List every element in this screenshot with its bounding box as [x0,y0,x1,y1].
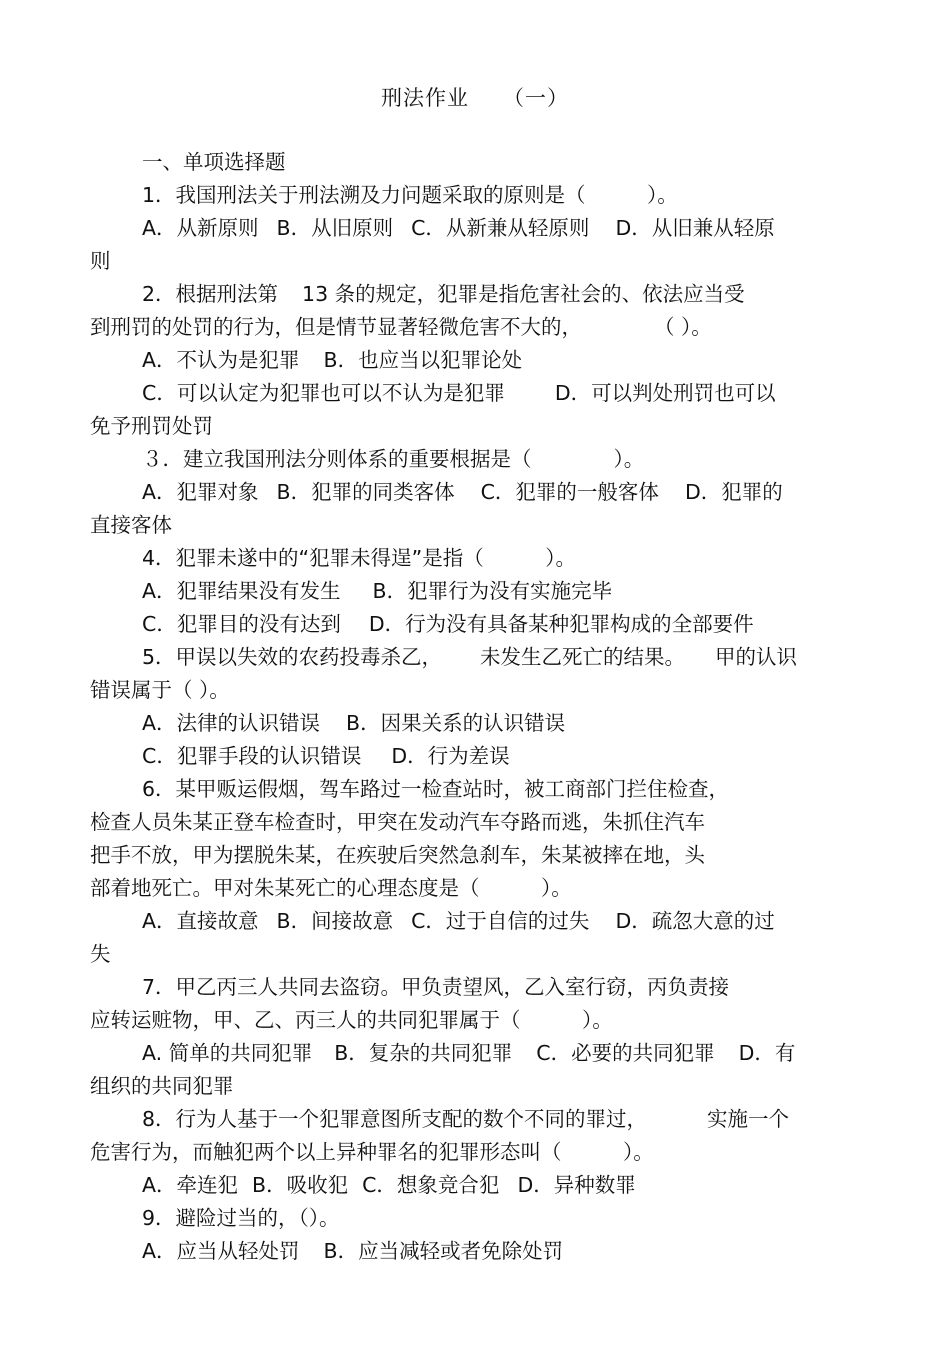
q2-options-ab [142,346,522,374]
q7-stem-1: 7．甲乙丙三人共同去盗窃。甲负责望风，乙入室行窃，丙负责接 [142,975,730,999]
q7-option-b: B．复杂的共同犯罪 [334,1041,513,1065]
q2-option-c: C．可以认定为犯罪也可以不认为是犯罪 [142,381,505,405]
q3-options [142,478,783,506]
q1-options [142,214,775,242]
q2-option-d: D．可以判处刑罚也可以 [554,381,776,405]
q6-option-c: C．过于自信的过失 [411,909,590,933]
q1-option-a: A．从新原则 [142,216,259,240]
q5-stem-1b: 未发生乙死亡的结果。 [480,645,686,669]
q5-options-cd [142,742,510,770]
q4-stem: 4．犯罪未遂中的“犯罪未得逞”是指（ ）。 [142,546,577,570]
q6-option-b: B．间接故意 [276,909,394,933]
q8-stem-line1 [142,1105,789,1133]
q2-option-cont: 免予刑罚处罚 [90,414,213,438]
title-text: 刑法作业 [381,86,469,110]
q3-stem: ３．建立我国刑法分则体系的重要根据是（ ）。 [142,447,645,471]
q8-option-a: A．牵连犯 [142,1173,239,1197]
q3-option-c: C．犯罪的一般客体 [480,480,659,504]
q3-option-cont: 直接客体 [90,513,172,537]
q8-option-d: D．异种数罪 [517,1173,636,1197]
q6-stem-4: 部着地死亡。甲对朱某死亡的心理态度是（ ）。 [90,876,572,900]
q6-stem-1: 6．某甲贩运假烟，驾车路过一检查站时，被工商部门拦住检查， [142,777,730,801]
q6-options [142,907,775,935]
q8-option-c: C．想象竞合犯 [362,1173,500,1197]
q4-option-d: D．行为没有具备某种犯罪构成的全部要件 [368,612,754,636]
q5-stem-line1 [142,643,797,671]
q7-options [142,1039,795,1067]
q4-option-b: B．犯罪行为没有实施完毕 [372,579,613,603]
q8-options [142,1171,636,1199]
q7-option-a: A. 简单的共同犯罪 [142,1041,313,1065]
q2-options-cd [142,379,776,407]
q3-option-a: A．犯罪对象 [142,480,259,504]
q5-option-a: A．法律的认识错误 [142,711,321,735]
q1-option-c: C．从新兼从轻原则 [411,216,590,240]
q5-option-d: D．行为差误 [391,744,510,768]
q2-option-a: A．不认为是犯罪 [142,348,300,372]
q9-option-b: B．应当减轻或者免除处罚 [323,1239,564,1263]
q1-option-b: B．从旧原则 [276,216,394,240]
q5-option-c: C．犯罪手段的认识错误 [142,744,362,768]
section-heading: 一、单项选择题 [142,150,286,174]
q3-option-b: B．犯罪的同类客体 [276,480,455,504]
q6-stem-2: 检查人员朱某正登车检查时，甲突在发动汽车夺路而逃，朱抓住汽车 [90,810,705,834]
q4-options-ab [142,577,612,605]
q7-option-c: C．必要的共同犯罪 [536,1041,715,1065]
q2-stem-1b: 13 条的规定，犯罪是指危害社会的、依法应当受 [302,282,745,306]
q7-option-cont: 组织的共同犯罪 [90,1074,234,1098]
q6-stem-3: 把手不放，甲为摆脱朱某，在疾驶后突然急刹车，朱某被摔在地，头 [90,843,705,867]
q2-stem-2b: （ ）。 [654,315,712,339]
q6-option-cont: 失 [90,942,111,966]
q2-stem-line1 [142,280,745,308]
q2-stem-1: 2．根据刑法第 [142,282,279,306]
q5-options-ab [142,709,565,737]
q7-stem-2: 应转运赃物，甲、乙、丙三人的共同犯罪属于（ ）。 [90,1008,613,1032]
q1-option-cont: 则 [90,249,111,273]
q7-option-d: D．有 [738,1041,796,1065]
q5-stem-2: 错误属于（ ）。 [90,678,230,702]
q9-stem: 9．避险过当的，（）。 [142,1206,340,1230]
q4-option-a: A．犯罪结果没有发生 [142,579,341,603]
q2-option-b: B．也应当以犯罪论处 [323,348,523,372]
q8-option-b: B．吸收犯 [252,1173,349,1197]
q8-stem-1b: 实施一个 [707,1107,790,1131]
title-paren: （一） [503,86,569,110]
q1-option-d: D．从旧兼从轻原 [615,216,775,240]
q8-stem-2: 危害行为，而触犯两个以上异种罪名的犯罪形态叫（ ）。 [90,1140,654,1164]
q8-stem-1a: 8．行为人基于一个犯罪意图所支配的数个不同的罪过， [142,1107,648,1131]
q1-stem: 1．我国刑法关于刑法溯及力问题采取的原则是（ ）。 [142,183,678,207]
q2-stem-line2 [90,313,712,341]
q5-stem-1a: 5．甲误以失效的农药投毒杀乙， [142,645,443,669]
q4-option-c: C．犯罪目的没有达到 [142,612,341,636]
q3-option-d: D．犯罪的 [684,480,783,504]
q4-options-cd [142,610,754,638]
q6-option-a: A．直接故意 [142,909,259,933]
q9-option-a: A．应当从轻处罚 [142,1239,300,1263]
q5-stem-1c: 甲的认识 [715,645,798,669]
q6-option-d: D．疏忽大意的过 [615,909,775,933]
q5-option-b: B．因果关系的认识错误 [346,711,566,735]
q9-options [142,1237,563,1265]
q2-stem-2: 到刑罚的处罚的行为，但是情节显著轻微危害不大的， [90,315,582,339]
page-title [0,82,950,112]
